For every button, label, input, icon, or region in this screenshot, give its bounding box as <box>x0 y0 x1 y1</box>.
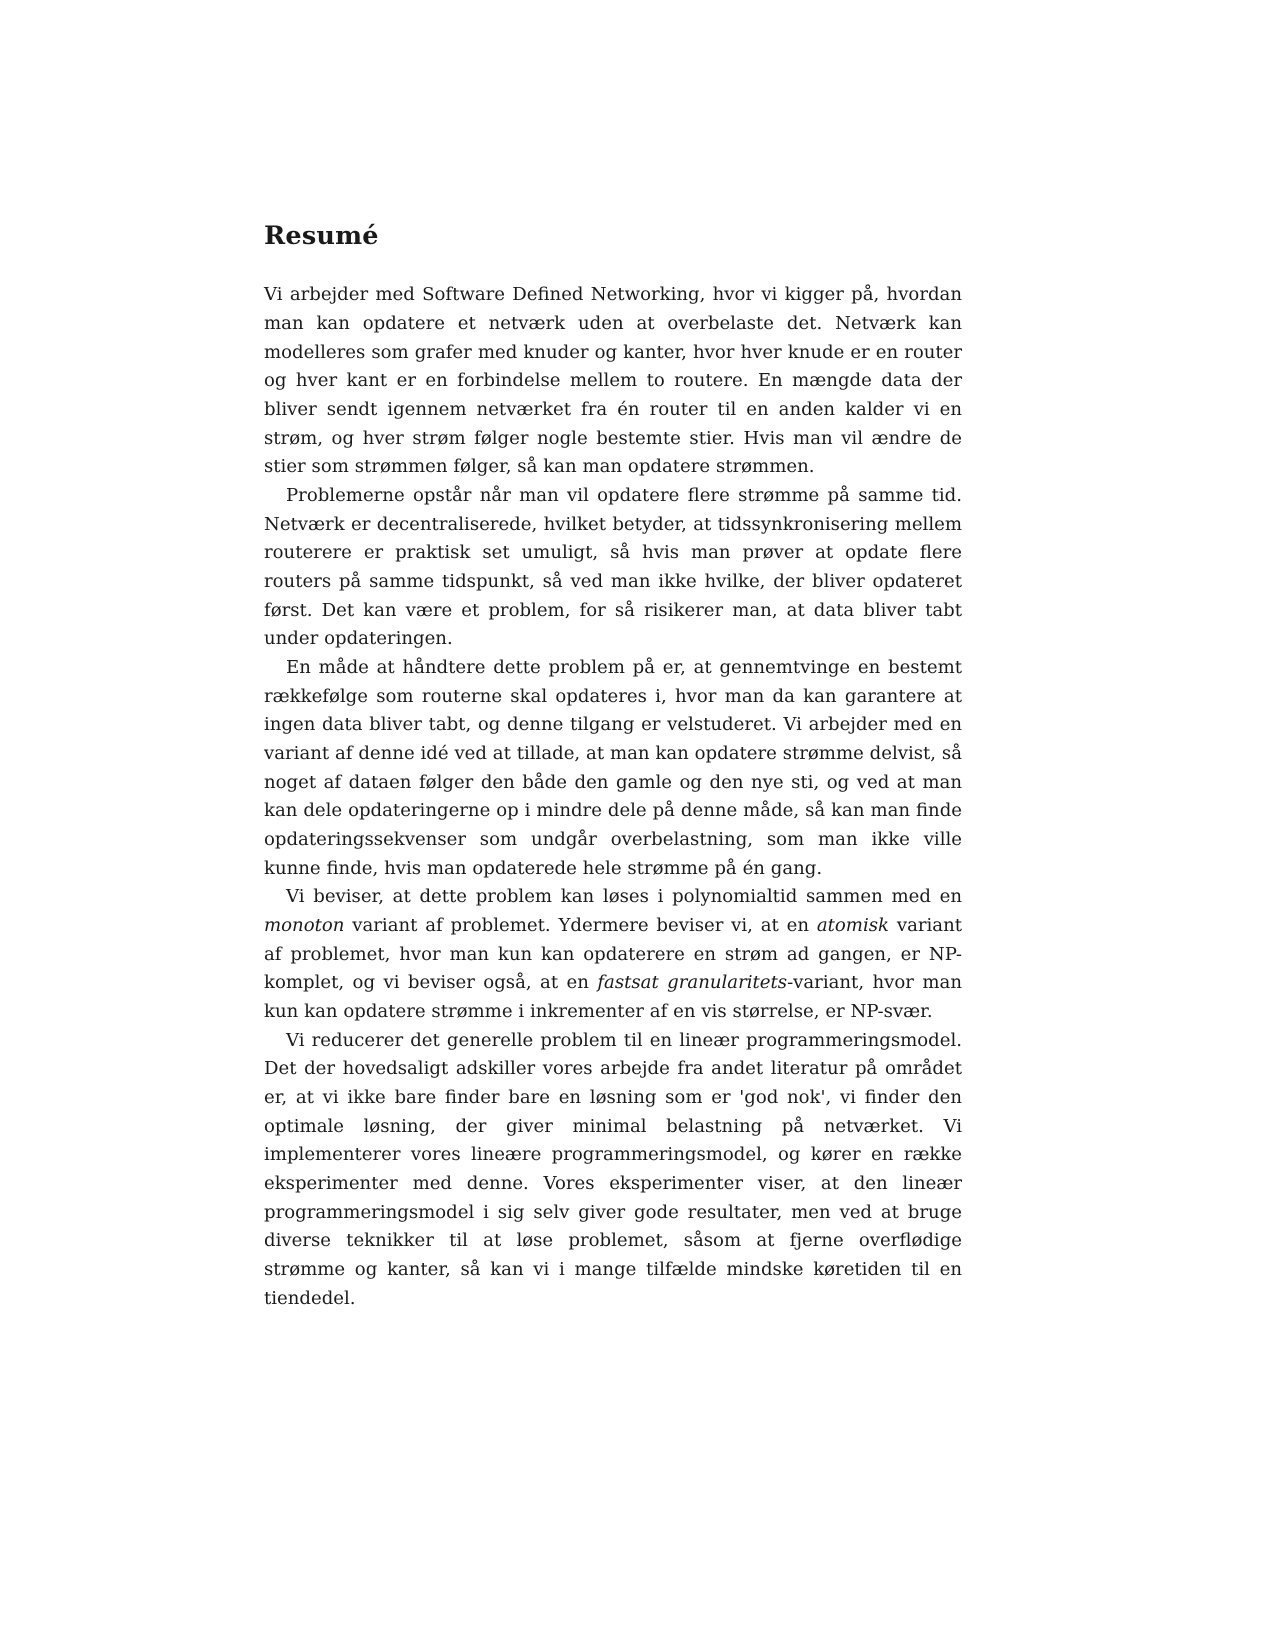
text-run: -variant, hvor man kun kan opdatere strømme i inkrementer af en vis størrelse, er NP-svær. <box>264 972 962 1023</box>
text-run: variant af problemet. Ydermere beviser vi, at en <box>344 915 817 937</box>
text-run: variant af problemet, hvor man kun kan opdaterere en strøm ad gangen, er NP-komplet, og vi beviser også, at en <box>264 915 963 994</box>
text-run: Vi beviser, at dette problem kan løses i polynomialtid sammen med en <box>286 886 962 908</box>
text-run: Problemerne opstår når man vil opdatere flere strømme på samme tid. Netværk er decentraliserede, hvilket betyder, at tidssynkronisering mellem routerere er praktisk set umuligt, så hvis man prøver at opdate flere routers på samme tidspunkt, så ved man ikke hvilke, der bliver opdateret først. Det kan være et problem, for så risikerer man, at data bliver tabt under opdateringen. <box>264 485 962 650</box>
page-title: Resumé <box>264 221 379 251</box>
emphasised-term: fastsat granularitets <box>597 972 788 994</box>
paragraph-list <box>264 281 962 1313</box>
paragraph <box>264 482 962 654</box>
emphasised-term: monoton <box>264 915 345 937</box>
text-run: Vi arbejder med Software Defined Networking, hvor vi kigger på, hvordan man kan opdatere et netværk uden at overbelaste det. Netværk kan modelleres som grafer med knuder og kanter, hvor hver knude er en router og hver kant er en forbindelse mellem to routere. En mængde data der bliver sendt igennem netværket fra én router til en anden kalder vi en strøm, og hver strøm følger nogle bestemte stier. Hvis man vil ændre de stier som strømmen følger, så kan man opdatere strømmen. <box>264 284 962 478</box>
paragraph <box>264 1027 962 1314</box>
text-run: Vi reducerer det generelle problem til en lineær programmeringsmodel. Det der hovedsaligt adskiller vores arbejde fra andet literatur på området er, at vi ikke bare finder bare en løsning som er 'god nok', vi finder den optimale løsning, der giver minimal belastning på netværket. Vi implementerer vores lineære programmeringsmodel, og kører en række eksperimenter med denne. Vores eksperimenter viser, at den lineær programmeringsmodel i sig selv giver gode resultater, men ved at bruge diverse teknikker til at løse problemet, såsom at fjerne overflødige strømme og kanter, så kan vi i mange tilfælde mindske køretiden til en tiendedel. <box>264 1029 962 1309</box>
paragraph <box>264 281 962 482</box>
text-run: En måde at håndtere dette problem på er, at gennemtvinge en bestemt rækkefølge som routerne skal opdateres i, hvor man da kan garantere at ingen data bliver tabt, og denne tilgang er velstuderet. Vi arbejder med en variant af denne idé ved at tillade, at man kan opdatere strømme delvist, så noget af dataen følger den både den gamle og den nye sti, og ved at man kan dele opdateringerne op i mindre dele på denne måde, så kan man finde opdateringssekvenser som undgår overbelastning, som man ikke ville kunne finde, hvis man opdaterede hele strømme på én gang. <box>264 657 962 879</box>
emphasised-term: atomisk <box>816 915 890 937</box>
paragraph <box>264 883 962 1026</box>
abstract-text-block <box>264 222 962 1314</box>
paragraph <box>264 654 962 883</box>
